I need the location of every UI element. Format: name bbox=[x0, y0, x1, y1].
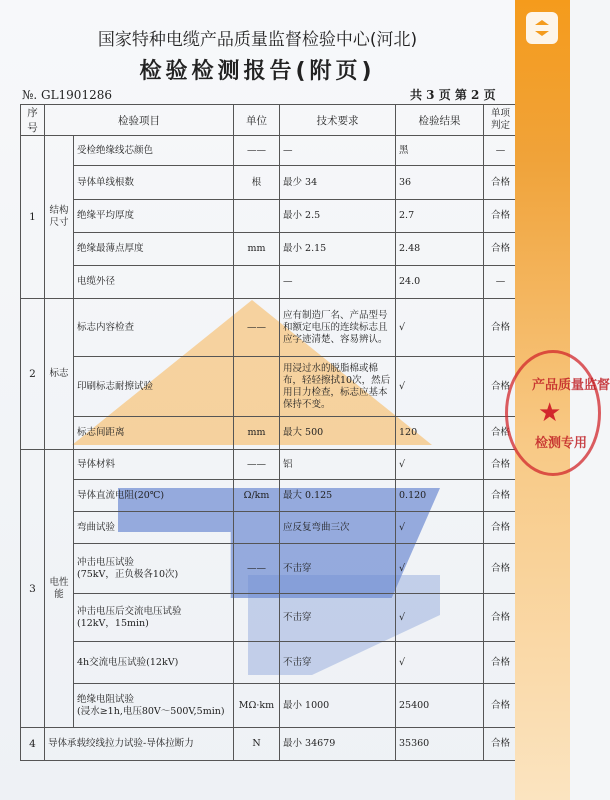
table-row bbox=[21, 594, 518, 642]
verdict-cell: 合格 bbox=[484, 512, 518, 544]
unit-cell bbox=[234, 594, 280, 642]
table-row bbox=[21, 642, 518, 684]
unit-cell: —— bbox=[234, 450, 280, 480]
requirement-cell: 最大 0.125 bbox=[280, 480, 396, 512]
table-row bbox=[21, 299, 518, 357]
item-cell: 标志间距离 bbox=[74, 417, 234, 450]
requirement-cell: 最小 34679 bbox=[280, 728, 396, 761]
group-number: 4 bbox=[21, 728, 45, 761]
unit-cell bbox=[234, 200, 280, 233]
result-cell: 35360 bbox=[396, 728, 484, 761]
result-cell: √ bbox=[396, 299, 484, 357]
verdict-cell: 合格 bbox=[484, 544, 518, 594]
requirement-cell: 不击穿 bbox=[280, 642, 396, 684]
table-row bbox=[21, 166, 518, 200]
requirement-cell: — bbox=[280, 136, 396, 166]
unit-cell: Ω/km bbox=[234, 480, 280, 512]
unit-cell: —— bbox=[234, 544, 280, 594]
requirement-cell: 最小 2.15 bbox=[280, 233, 396, 266]
result-cell: √ bbox=[396, 512, 484, 544]
unit-cell: N bbox=[234, 728, 280, 761]
result-cell: 2.7 bbox=[396, 200, 484, 233]
page-indicator: 共 3 页 第 2 页 bbox=[410, 88, 496, 102]
result-cell: √ bbox=[396, 544, 484, 594]
result-cell: √ bbox=[396, 642, 484, 684]
group-number: 3 bbox=[21, 450, 45, 728]
item-cell: 标志内容检查 bbox=[74, 299, 234, 357]
col-unit: 单位 bbox=[234, 105, 280, 136]
col-item: 检验项目 bbox=[45, 105, 234, 136]
result-cell: 25400 bbox=[396, 684, 484, 728]
unit-cell: MΩ·km bbox=[234, 684, 280, 728]
seal-text-top: 产品质量监督 bbox=[532, 378, 610, 393]
item-cell: 冲击电压试验 (75kV，正负极各10次) bbox=[74, 544, 234, 594]
result-cell: √ bbox=[396, 594, 484, 642]
verdict-cell: 合格 bbox=[484, 480, 518, 512]
verdict-cell: 合格 bbox=[484, 233, 518, 266]
verdict-cell: 合格 bbox=[484, 684, 518, 728]
verdict-cell: 合格 bbox=[484, 450, 518, 480]
inspection-table bbox=[20, 104, 518, 761]
item-cell: 印刷标志耐擦试验 bbox=[74, 357, 234, 417]
requirement-cell: — bbox=[280, 266, 396, 299]
result-cell: 24.0 bbox=[396, 266, 484, 299]
item-cell: 导体单线根数 bbox=[74, 166, 234, 200]
item-cell: 导体直流电阻(20℃) bbox=[74, 480, 234, 512]
requirement-cell: 最少 34 bbox=[280, 166, 396, 200]
item-cell: 绝缘最薄点厚度 bbox=[74, 233, 234, 266]
result-cell: 36 bbox=[396, 166, 484, 200]
verdict-cell: 合格 bbox=[484, 357, 518, 417]
table-row bbox=[21, 512, 518, 544]
verdict-cell: 合格 bbox=[484, 728, 518, 761]
group-number: 1 bbox=[21, 136, 45, 299]
requirement-cell: 应反复弯曲三次 bbox=[280, 512, 396, 544]
table-row bbox=[21, 480, 518, 512]
item-cell: 冲击电压后交流电压试验 (12kV，15min) bbox=[74, 594, 234, 642]
item-cell: 4h交流电压试验(12kV) bbox=[74, 642, 234, 684]
unit-cell bbox=[234, 357, 280, 417]
requirement-cell: 不击穿 bbox=[280, 544, 396, 594]
unit-cell: 根 bbox=[234, 166, 280, 200]
col-verdict: 单项判定 bbox=[484, 105, 518, 136]
col-no: 序号 bbox=[21, 105, 45, 136]
requirement-cell: 最小 2.5 bbox=[280, 200, 396, 233]
unit-cell: —— bbox=[234, 299, 280, 357]
group-name: 电性能 bbox=[45, 450, 74, 728]
report-title: 检验检测报告(附页) bbox=[139, 59, 376, 84]
report-number: №. GL1901286 bbox=[22, 88, 112, 102]
table-row bbox=[21, 544, 518, 594]
result-cell: √ bbox=[396, 450, 484, 480]
unit-cell bbox=[234, 266, 280, 299]
table-row bbox=[21, 417, 518, 450]
requirement-cell: 应有制造厂名、产品型号和额定电压的连续标志且应字迹清楚、容易辨认。 bbox=[280, 299, 396, 357]
requirement-cell: 不击穿 bbox=[280, 594, 396, 642]
verdict-cell: 合格 bbox=[484, 166, 518, 200]
unit-cell: —— bbox=[234, 136, 280, 166]
requirement-cell: 最大 500 bbox=[280, 417, 396, 450]
item-cell: 导体材料 bbox=[74, 450, 234, 480]
item-cell: 受检绝缘线芯颜色 bbox=[74, 136, 234, 166]
item-cell: 弯曲试验 bbox=[74, 512, 234, 544]
item-cell: 电缆外径 bbox=[74, 266, 234, 299]
result-cell: 2.48 bbox=[396, 233, 484, 266]
group-name: 标志 bbox=[45, 299, 74, 450]
table-row bbox=[21, 200, 518, 233]
col-result: 检验结果 bbox=[396, 105, 484, 136]
unit-cell: mm bbox=[234, 233, 280, 266]
table-row bbox=[21, 266, 518, 299]
verdict-cell: 合格 bbox=[484, 417, 518, 450]
item-cell: 绝缘平均厚度 bbox=[74, 200, 234, 233]
item-cell: 导体承载绞线拉力试验-导体拉断力 bbox=[45, 728, 234, 761]
unit-cell bbox=[234, 642, 280, 684]
org-title: 国家特种电缆产品质量监督检验中心(河北) bbox=[97, 30, 418, 50]
table-row bbox=[21, 728, 518, 761]
seal-star-icon: ★ bbox=[538, 398, 562, 428]
verdict-cell: 合格 bbox=[484, 594, 518, 642]
verdict-cell: 合格 bbox=[484, 642, 518, 684]
table-row bbox=[21, 684, 518, 728]
requirement-cell: 用浸过水的脱脂棉或棉布，轻轻擦拭10次，然后用目力检查，标志应基本保持不变。 bbox=[280, 357, 396, 417]
seal-text-bottom: 检测专用 bbox=[535, 436, 588, 451]
table-row bbox=[21, 450, 518, 480]
result-cell: 黑 bbox=[396, 136, 484, 166]
brand-logo-icon bbox=[526, 12, 558, 44]
result-cell: √ bbox=[396, 357, 484, 417]
group-name: 结构尺寸 bbox=[45, 136, 74, 299]
result-cell: 120 bbox=[396, 417, 484, 450]
requirement-cell: 最小 1000 bbox=[280, 684, 396, 728]
verdict-cell: 合格 bbox=[484, 200, 518, 233]
table-row bbox=[21, 233, 518, 266]
table-header-row bbox=[21, 105, 518, 136]
table-row bbox=[21, 136, 518, 166]
item-cell: 绝缘电阻试验 (浸水≥1h,电压80V～500V,5min) bbox=[74, 684, 234, 728]
table-row bbox=[21, 357, 518, 417]
result-cell: 0.120 bbox=[396, 480, 484, 512]
unit-cell bbox=[234, 512, 280, 544]
requirement-cell: 铝 bbox=[280, 450, 396, 480]
group-number: 2 bbox=[21, 299, 45, 450]
col-requirement: 技术要求 bbox=[280, 105, 396, 136]
verdict-cell: — bbox=[484, 136, 518, 166]
verdict-cell: — bbox=[484, 266, 518, 299]
verdict-cell: 合格 bbox=[484, 299, 518, 357]
unit-cell: mm bbox=[234, 417, 280, 450]
